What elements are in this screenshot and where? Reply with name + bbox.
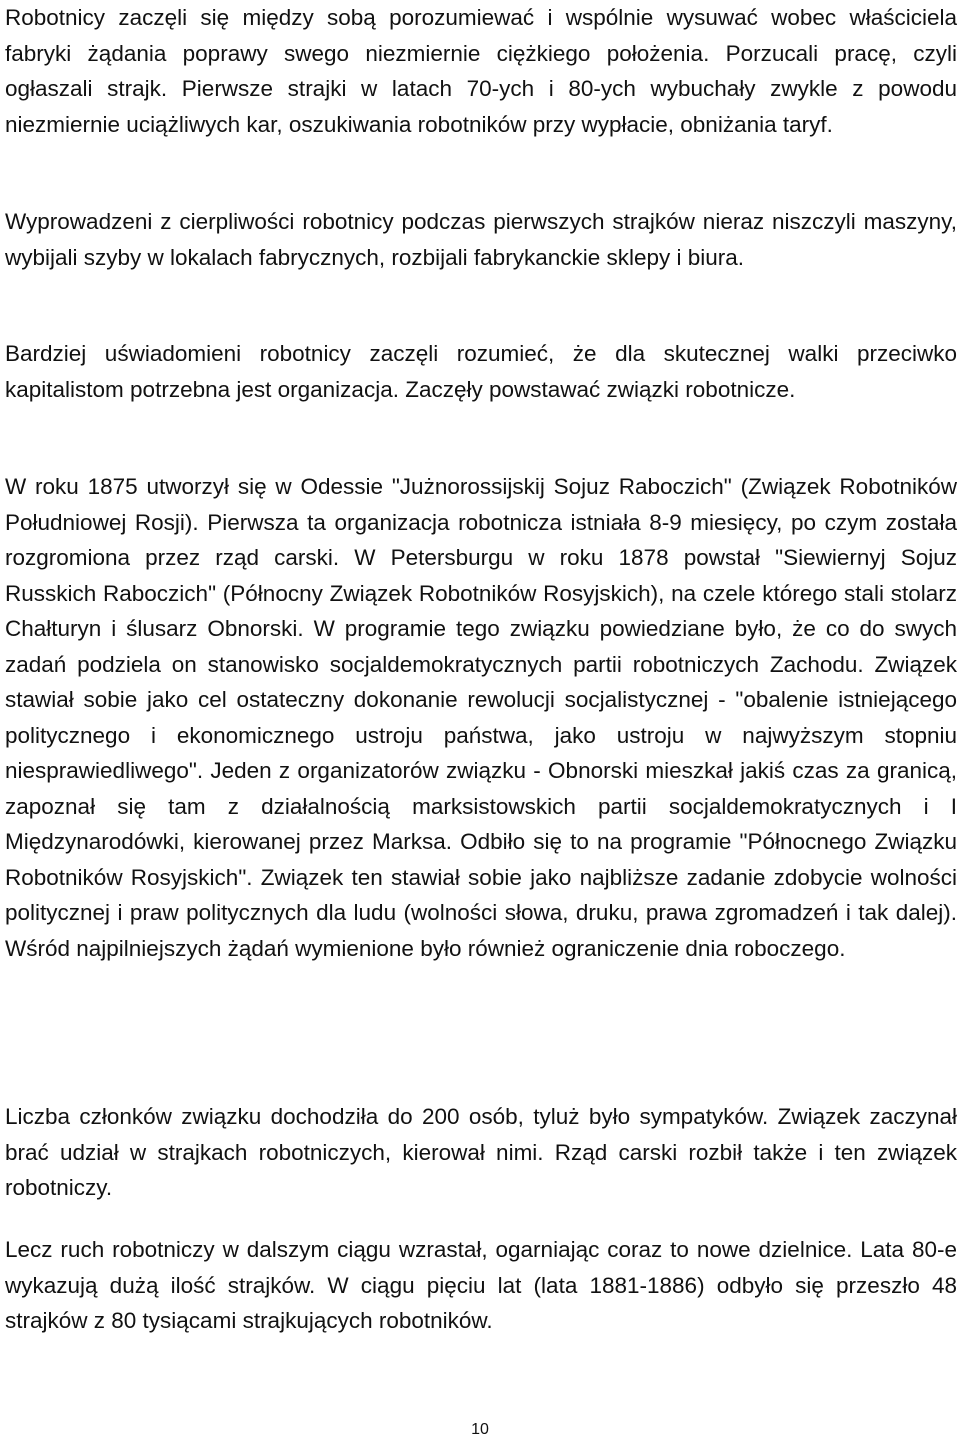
paragraph-strikes-origin: Robotnicy zaczęli się między sobą porozumiewać i wspólnie wysuwać wobec właściciela fabryki żądania poprawy swego niezmiernie ciężkiego położenia. Porzucali pracę, czyli ogłaszali strajk. Pierwsze strajki w latach 70-ych i 80-ych wybuchały zwykle z powodu niezmiernie uciążliwych kar, oszukiwania robotników przy wypłacie, obniżania taryf. (5, 5, 957, 137)
paragraph-union-membership: Liczba członków związku dochodziła do 200 osób, tyluż było sympatyków. Związek zaczynał brać udział w strajkach robotniczych, kierował nimi. Rząd carski rozbił także i ten związek robotniczy. (5, 1104, 957, 1200)
paragraph-workers-unions-history: W roku 1875 utworzył się w Odessie "Jużnorossijskij Sojuz Raboczich" (Związek Robotników Południowej Rosji). Pierwsza ta organizacja robotnicza istniała 8-9 miesięcy, po czym została rozgromiona przez rząd carski. W Petersburgu w roku 1878 powstał "Siewiernyj Sojuz Russkich Raboczich" (Północny Związek Robotników Rosyjskich), na czele którego stali stolarz Chałturyn i ślusarz Obnorski. W programie tego związku powiedziane było, że co do swych zadań podziela on stanowisko socjaldemokratycznych partii robotniczych Zachodu. Związek stawiał sobie jako cel ostateczny dokonanie rewolucji socjalistycznej - "obalenie istniejącego politycznego i ekonomicznego ustroju państwa, jako ustroju w najwyższym stopniu niesprawiedliwego". Jeden z organizatorów związku - Obnorski mieszkał jakiś czas za granicą, zapoznał się tam z działalnością marksistowskich partii socjaldemokratycznych i I Międzynarodówki, kierowanej przez Marksa. Odbiło się to na programie "Północnego Związku Robotników Rosyjskich". Związek ten stawiał sobie jako najbliższe zadanie zdobycie wolności politycznej i praw politycznych dla ludu (wolności słowa, druku, prawa zgromadzeń i tak dalej). Wśród najpilniejszych żądań wymienione było również ograniczenie dnia roboczego. (5, 474, 957, 961)
paragraph-machine-breaking: Wyprowadzeni z cierpliwości robotnicy podczas pierwszych strajków nieraz niszczyli maszyny, wybijali szyby w lokalach fabrycznych, rozbijali fabrykanckie sklepy i biura. (5, 209, 957, 270)
paragraph-strike-growth: Lecz ruch robotniczy w dalszym ciągu wzrastał, ogarniając coraz to nowe dzielnice. Lata 80-e wykazują dużą ilość strajków. W ciągu pięciu lat (lata 1881-1886) odbyło się przeszło 48 strajków z 80 tysiącami strajkujących robotników. (5, 1237, 957, 1333)
paragraph-organization-need: Bardziej uświadomieni robotnicy zaczęli rozumieć, że dla skutecznej walki przeciwko kapitalistom potrzebna jest organizacja. Zaczęły powstawać związki robotnicze. (5, 341, 957, 402)
page-number: 10 (471, 1421, 489, 1438)
